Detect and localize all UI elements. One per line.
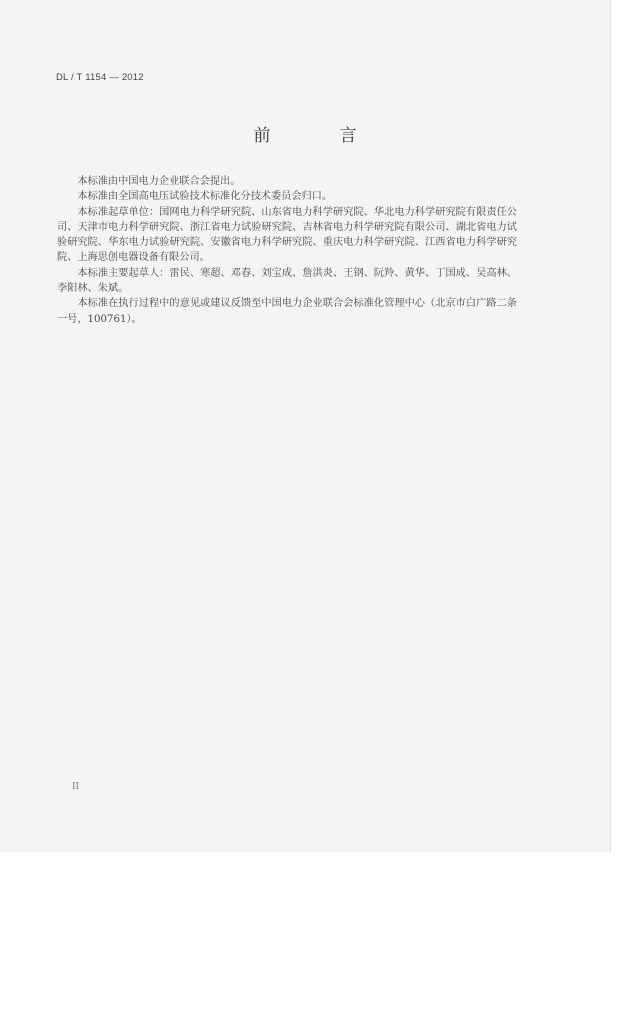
paragraph-proposer: 本标准由中国电力企业联合会提出。 <box>77 176 241 187</box>
paragraph-drafting-units: 本标准起草单位：国网电力科学研究院、山东省电力科学研究院、华北电力科学研究院有限责任公司、天津市电力科学研究院、浙江省电力试验研究院、吉林省电力科学研究院有限公司、湖北省电力试验研究院、华东电力试验研究院、安徽省电力科学研究院、重庆电力科学研究院、江西省电力科学研究院、上海思创电器设备有限公司。 <box>57 206 517 264</box>
page-title: 前 言 <box>253 126 383 146</box>
paragraph-committee: 本标准由全国高电压试验技术标准化分技术委员会归口。 <box>77 191 333 203</box>
foreword-body <box>57 174 517 327</box>
standard-number: DL / T 1154 — 2012 <box>56 72 144 83</box>
paragraph-drafters: 本标准主要起草人：雷民、寒超、邓春、刘宝成、詹洪炎、王钢、阮羚、黄华、丁国成、吴高林、李阳林、朱斌。 <box>57 267 517 295</box>
paragraph-feedback: 本标准在执行过程中的意见或建议反馈至中国电力企业联合会标准化管理中心（北京市白广路二条一号，100761）。 <box>57 298 517 325</box>
page-number: II <box>72 782 80 792</box>
